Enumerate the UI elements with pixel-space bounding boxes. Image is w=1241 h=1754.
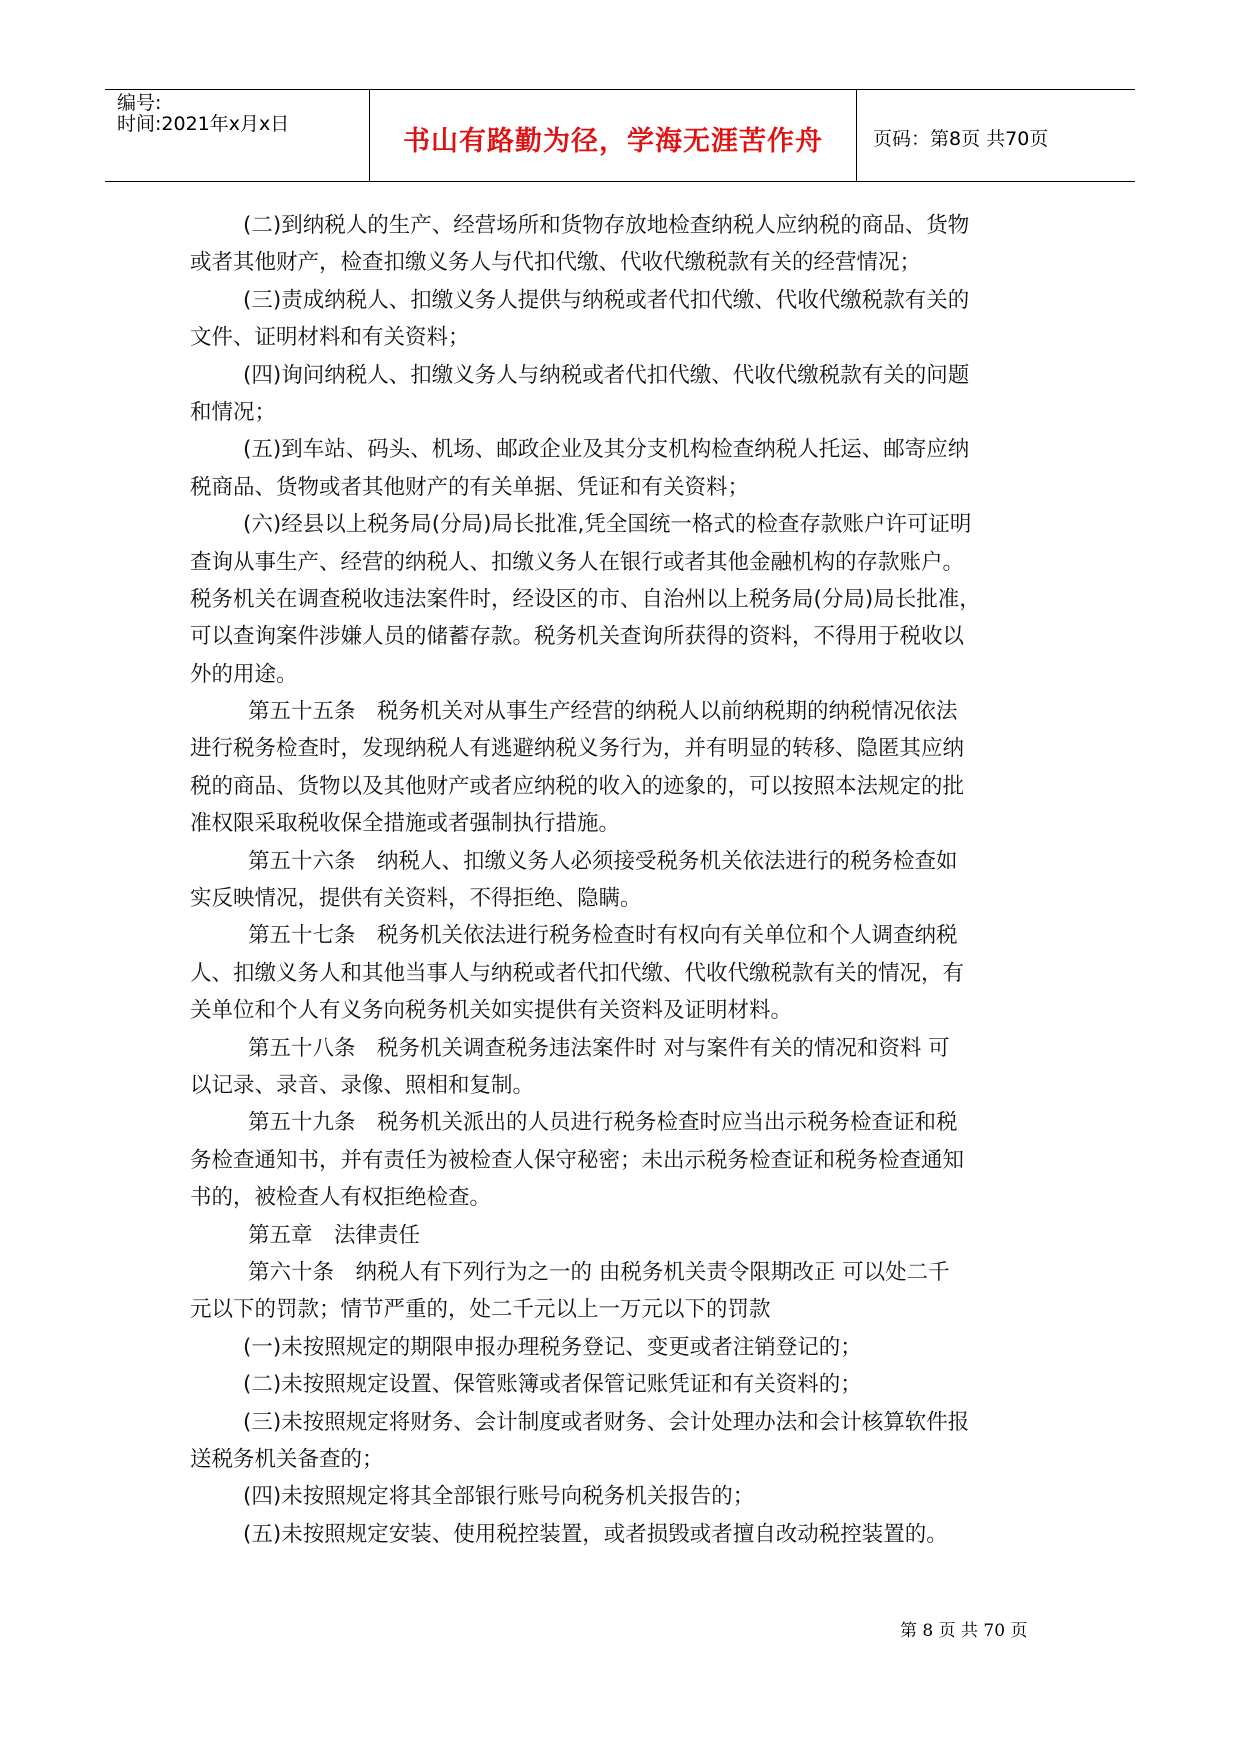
body-line: 准权限采取税收保全措施或者强制执行措施。 bbox=[190, 811, 621, 837]
body-line: 进行税务检查时，发现纳税人有逃避纳税义务行为，并有明显的转移、隐匿其应纳 bbox=[190, 736, 965, 762]
article-heading-line: 第六十条 纳税人有下列行为之一的 由税务机关责令限期改正 可以处二千 bbox=[248, 1259, 950, 1285]
page-header bbox=[105, 89, 1135, 182]
body-line: (四)未按照规定将其全部银行账号向税务机关报告的； bbox=[243, 1484, 755, 1510]
header-page-code: 页码：第8页 共70页 bbox=[873, 128, 1049, 150]
body-line: 文件、证明材料和有关资料； bbox=[190, 325, 470, 351]
header-motto-cell bbox=[370, 90, 857, 181]
body-line: (五)到车站、码头、机场、邮政企业及其分支机构检查纳税人托运、邮寄应纳 bbox=[243, 437, 970, 463]
body-line: 以记录、录音、录像、照相和复制。 bbox=[190, 1072, 535, 1098]
body-line: 税务机关在调查税收违法案件时，经设区的市、自治州以上税务局(分局)局长批准， bbox=[190, 586, 981, 612]
document-time-label: 时间:2021年x月x日 bbox=[117, 113, 290, 135]
body-line: 送税务机关备查的； bbox=[190, 1446, 384, 1472]
body-line: 元以下的罚款；情节严重的，处二千元以上一万元以下的罚款 bbox=[190, 1297, 771, 1323]
article-heading-line: 第五十六条 纳税人、扣缴义务人必须接受税务机关依法进行的税务检查如 bbox=[248, 848, 958, 874]
page-footer: 第 8 页 共 70 页 bbox=[900, 1621, 1028, 1641]
body-line: 和情况； bbox=[190, 399, 277, 425]
body-line: (五)未按照规定安装、使用税控装置，或者损毁或者擅自改动税控装置的。 bbox=[243, 1521, 948, 1547]
body-line: (三)责成纳税人、扣缴义务人提供与纳税或者代扣代缴、代收代缴税款有关的 bbox=[243, 287, 970, 313]
header-motto: 书山有路勤为径，学海无涯苦作舟 bbox=[403, 126, 823, 157]
body-line: (三)未按照规定将财务、会计制度或者财务、会计处理办法和会计核算软件报 bbox=[243, 1409, 970, 1435]
header-page-cell bbox=[857, 90, 1135, 181]
body-line: 关单位和个人有义务向税务机关如实提供有关资料及证明材料。 bbox=[190, 998, 793, 1024]
body-line: 人、扣缴义务人和其他当事人与纳税或者代扣代缴、代收代缴税款有关的情况，有 bbox=[190, 960, 965, 986]
body-line: (二)未按照规定设置、保管账簿或者保管记账凭证和有关资料的； bbox=[243, 1372, 862, 1398]
body-line: 可以查询案件涉嫌人员的储蓄存款。税务机关查询所获得的资料，不得用于税收以 bbox=[190, 624, 965, 650]
article-heading-line: 第五十九条 税务机关派出的人员进行税务检查时应当出示税务检查证和税 bbox=[248, 1110, 958, 1136]
body-line: 查询从事生产、经营的纳税人、扣缴义务人在银行或者其他金融机构的存款账户。 bbox=[190, 549, 965, 575]
body-line: 务检查通知书，并有责任为被检查人保守秘密；未出示税务检查证和税务检查通知 bbox=[190, 1147, 965, 1173]
body-line: (六)经县以上税务局(分局)局长批准,凭全国统一格式的检查存款账户许可证明 bbox=[243, 512, 972, 538]
document-number-label: 编号: bbox=[117, 92, 162, 114]
article-heading-line: 第五十七条 税务机关依法进行税务检查时有权向有关单位和个人调查纳税 bbox=[248, 923, 958, 949]
body-line: (二)到纳税人的生产、经营场所和货物存放地检查纳税人应纳税的商品、货物 bbox=[243, 213, 970, 238]
chapter-heading-line: 第五章 法律责任 bbox=[248, 1222, 421, 1248]
body-line: 书的，被检查人有权拒绝检查。 bbox=[190, 1185, 492, 1211]
header-info-cell bbox=[105, 90, 370, 181]
body-line: (一)未按照规定的期限申报办理税务登记、变更或者注销登记的； bbox=[243, 1334, 862, 1360]
body-line: 或者其他财产，检查扣缴义务人与代扣代缴、代收代缴税款有关的经营情况； bbox=[190, 250, 922, 276]
body-line: 实反映情况，提供有关资料，不得拒绝、隐瞒。 bbox=[190, 886, 642, 912]
document-body bbox=[190, 207, 1095, 1553]
article-heading-line: 第五十八条 税务机关调查税务违法案件时 对与案件有关的情况和资料 可 bbox=[248, 1035, 950, 1061]
body-line: 外的用途。 bbox=[190, 661, 298, 687]
body-line: 税商品、货物或者其他财产的有关单据、凭证和有关资料； bbox=[190, 474, 750, 500]
body-line: (四)询问纳税人、扣缴义务人与纳税或者代扣代缴、代收代缴税款有关的问题 bbox=[243, 362, 970, 388]
body-line: 税的商品、货物以及其他财产或者应纳税的收入的迹象的，可以按照本法规定的批 bbox=[190, 773, 965, 799]
article-heading-line: 第五十五条 税务机关对从事生产经营的纳税人以前纳税期的纳税情况依法 bbox=[248, 699, 958, 725]
